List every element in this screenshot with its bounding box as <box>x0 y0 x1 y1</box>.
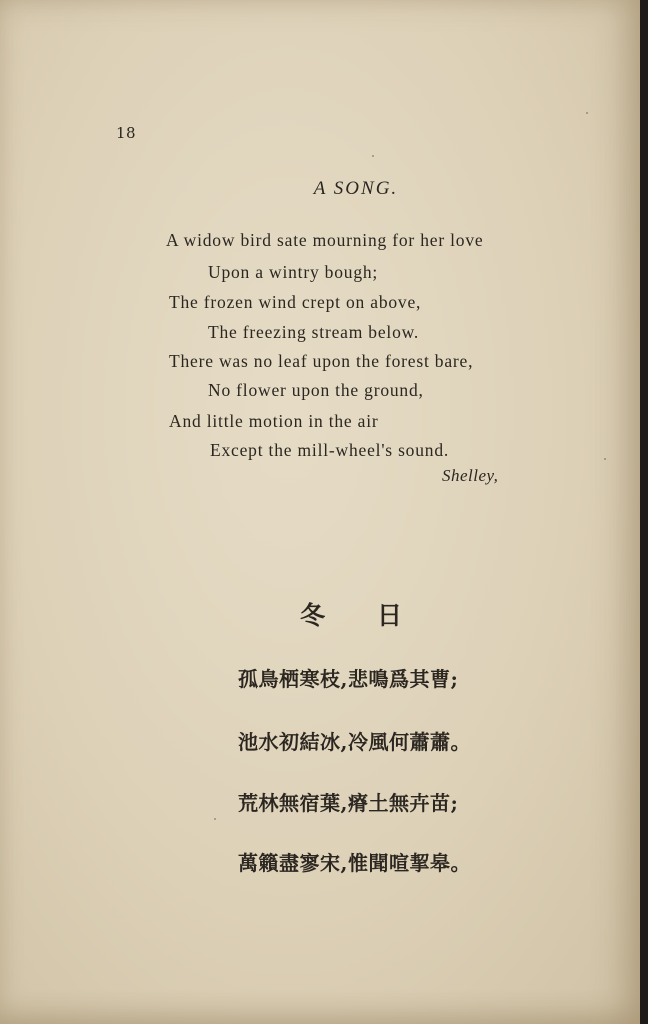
translation-line: 池水初結冰,冷風何蕭蕭。 <box>238 730 471 754</box>
page-number: 18 <box>116 124 137 142</box>
poem-title: A SONG. <box>313 178 399 199</box>
poem-line: Except the mill-wheel's sound. <box>210 440 450 460</box>
poem-line: There was no leaf upon the forest bare, <box>169 351 474 371</box>
translation-line: 孤鳥栖寒枝,悲鳴爲其曹; <box>238 667 459 691</box>
paper-speck <box>586 112 588 114</box>
poem-line: A widow bird sate mourning for her love <box>166 230 484 250</box>
translation-title: 冬日 <box>300 601 455 630</box>
paper-speck <box>604 458 606 460</box>
poem-line: And little motion in the air <box>169 411 379 431</box>
translation-line: 萬籟盡寥宋,惟聞喧挈皋。 <box>238 851 471 875</box>
poem-line: No flower upon the ground, <box>208 380 424 400</box>
paper-speck <box>372 155 374 157</box>
poem-line: The freezing stream below. <box>208 322 420 342</box>
paper-speck <box>214 818 216 820</box>
translation-line: 荒林無宿葉,瘠土無卉苗; <box>238 791 459 815</box>
poem-author: Shelley, <box>442 466 499 485</box>
poem-line: Upon a wintry bough; <box>208 262 379 282</box>
book-edge <box>640 0 648 1024</box>
poem-line: The frozen wind crept on above, <box>169 292 422 312</box>
